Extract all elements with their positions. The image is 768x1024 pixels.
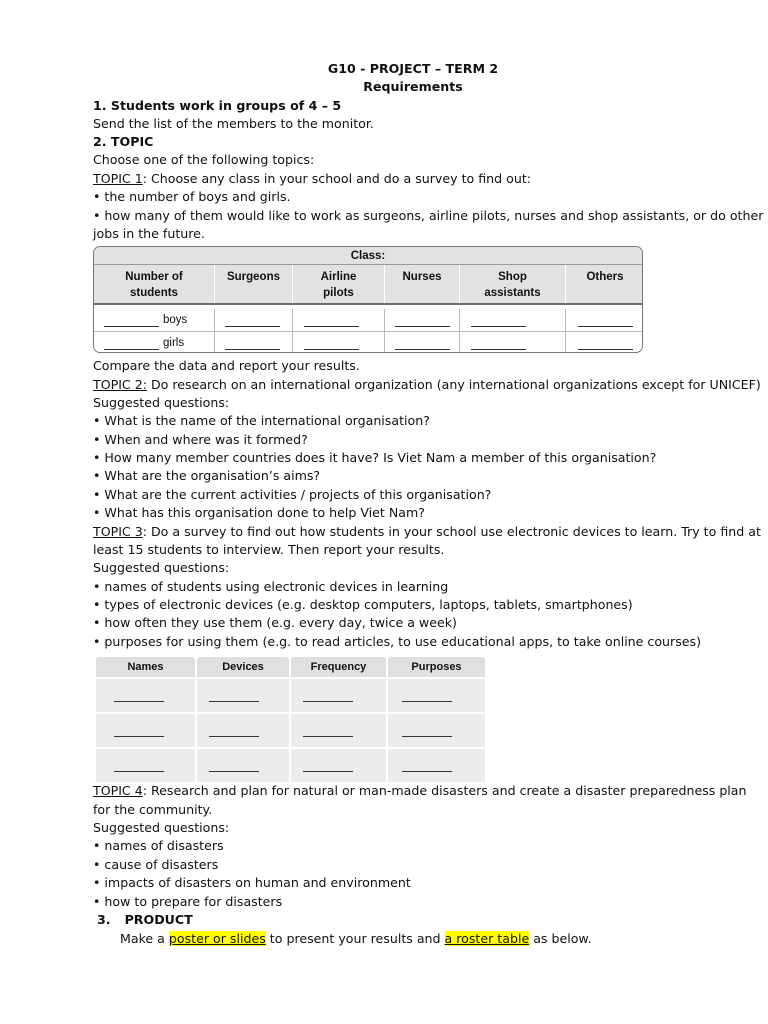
topic4-label: TOPIC 4 <box>93 783 143 798</box>
table-header-row <box>94 265 642 305</box>
table-cell <box>385 309 460 331</box>
topic3-bullet: • how often they use them (e.g. every day, twice a week) <box>93 615 457 630</box>
table-header-cell: Number of students <box>94 265 215 303</box>
topic3-text2: least 15 students to interview. Then report your results. <box>93 542 445 557</box>
topic2-text: Do research on an international organization (any international organizations except for UNICEF) <box>146 377 761 392</box>
topic2-label: TOPIC 2: <box>93 377 147 392</box>
topic3-bullet: • names of students using electronic devices in learning <box>93 579 449 594</box>
topic4-bullet: • how to prepare for disasters <box>93 894 283 909</box>
table-cell <box>96 749 195 782</box>
table-header-cell: Devices <box>197 657 289 677</box>
table-cell <box>197 749 289 782</box>
table-cell <box>388 714 485 747</box>
table-header-cell: Airline pilots <box>293 265 385 303</box>
topic2-bullet: • What has this organisation done to help Viet Nam? <box>93 505 425 520</box>
topic1-bullet: • the number of boys and girls. <box>93 189 291 204</box>
table-header-cell: Surgeons <box>215 265 293 303</box>
topic1-bullet: • how many of them would like to work as surgeons, airline pilots, nurses and shop assistants, or do other <box>93 208 764 223</box>
table-cell <box>566 332 643 353</box>
topic4-bullet: • cause of disasters <box>93 857 219 872</box>
table-cell <box>215 309 293 331</box>
highlight-roster-table: a roster table <box>444 931 530 946</box>
topic2-bullet: • What are the organisation’s aims? <box>93 468 321 483</box>
topic3-text: : Do a survey to find out how students in your school use electronic devices to learn. Try to find at <box>142 524 761 539</box>
table-header-cell: Others <box>586 271 624 283</box>
table-cell <box>385 332 460 353</box>
topic3-bullet: • types of electronic devices (e.g. desktop computers, laptops, tablets, smartphones) <box>93 597 633 612</box>
table-cell <box>291 679 386 712</box>
page-subtitle: Requirements <box>363 79 463 94</box>
topic3-line <box>93 523 761 541</box>
table-header-cell: Names <box>96 657 195 677</box>
topic1-line <box>93 170 531 188</box>
section1-text: Send the list of the members to the monitor. <box>93 116 374 131</box>
table-cell <box>96 714 195 747</box>
topic2-bullet: • When and where was it formed? <box>93 432 308 447</box>
topic2-line <box>93 376 761 394</box>
topic2-bullet: • What is the name of the international organisation? <box>93 413 430 428</box>
table-cell <box>291 714 386 747</box>
topic3-suggested: Suggested questions: <box>93 560 230 575</box>
table-caption: Class: <box>94 247 642 265</box>
table-cell <box>197 714 289 747</box>
table-header-cell: Purposes <box>388 657 485 677</box>
table-cell <box>460 332 566 353</box>
table-cell <box>388 749 485 782</box>
highlight-poster-slides: poster or slides <box>168 931 266 946</box>
topic4-suggested: Suggested questions: <box>93 820 230 835</box>
table-cell <box>215 332 293 353</box>
table-cell: girls <box>94 332 215 353</box>
table-cell: boys <box>94 309 215 331</box>
section3-heading: 3. PRODUCT <box>97 912 193 927</box>
table-row <box>94 331 642 353</box>
table-cell <box>566 309 643 331</box>
topic4-line <box>93 782 747 800</box>
table-cell <box>388 679 485 712</box>
table-cell <box>293 332 385 353</box>
topic2-suggested: Suggested questions: <box>93 395 230 410</box>
section2-intro: Choose one of the following topics: <box>93 152 315 167</box>
topic1-bullet-cont: jobs in the future. <box>93 226 205 241</box>
topic2-bullet: • How many member countries does it have? Is Viet Nam a member of this organisation? <box>93 450 657 465</box>
device-survey-table <box>96 657 486 781</box>
table-cell <box>291 749 386 782</box>
page-title: G10 - PROJECT – TERM 2 <box>327 61 499 76</box>
section3-text: Make a poster or slides to present your results and a roster table as below. <box>120 931 592 946</box>
table-cell <box>197 679 289 712</box>
table-row <box>94 309 642 331</box>
topic4-bullet: • names of disasters <box>93 838 224 853</box>
table-header-cell: Frequency <box>291 657 386 677</box>
topic2-bullet: • What are the current activities / projects of this organisation? <box>93 487 492 502</box>
section2-heading: 2. TOPIC <box>93 134 154 149</box>
table-cell <box>96 679 195 712</box>
topic1-after: Compare the data and report your results. <box>93 358 360 373</box>
table-header-cell: Shop assistants <box>460 265 566 303</box>
topic4-text: : Research and plan for natural or man-made disasters and create a disaster preparedness plan <box>142 783 747 798</box>
table-cell <box>460 309 566 331</box>
topic3-bullet: • purposes for using them (e.g. to read articles, to use educational apps, to take online courses) <box>93 634 701 649</box>
section1-heading: 1. Students work in groups of 4 – 5 <box>93 98 342 113</box>
table-header-cell: Nurses <box>385 265 460 303</box>
topic1-label: TOPIC 1 <box>93 171 143 186</box>
topic4-bullet: • impacts of disasters on human and environment <box>93 875 411 890</box>
topic3-label: TOPIC 3 <box>93 524 143 539</box>
topic1-text: : Choose any class in your school and do a survey to find out: <box>142 171 532 186</box>
table-cell <box>293 309 385 331</box>
class-survey-table <box>93 246 643 353</box>
topic4-text2: for the community. <box>93 802 213 817</box>
